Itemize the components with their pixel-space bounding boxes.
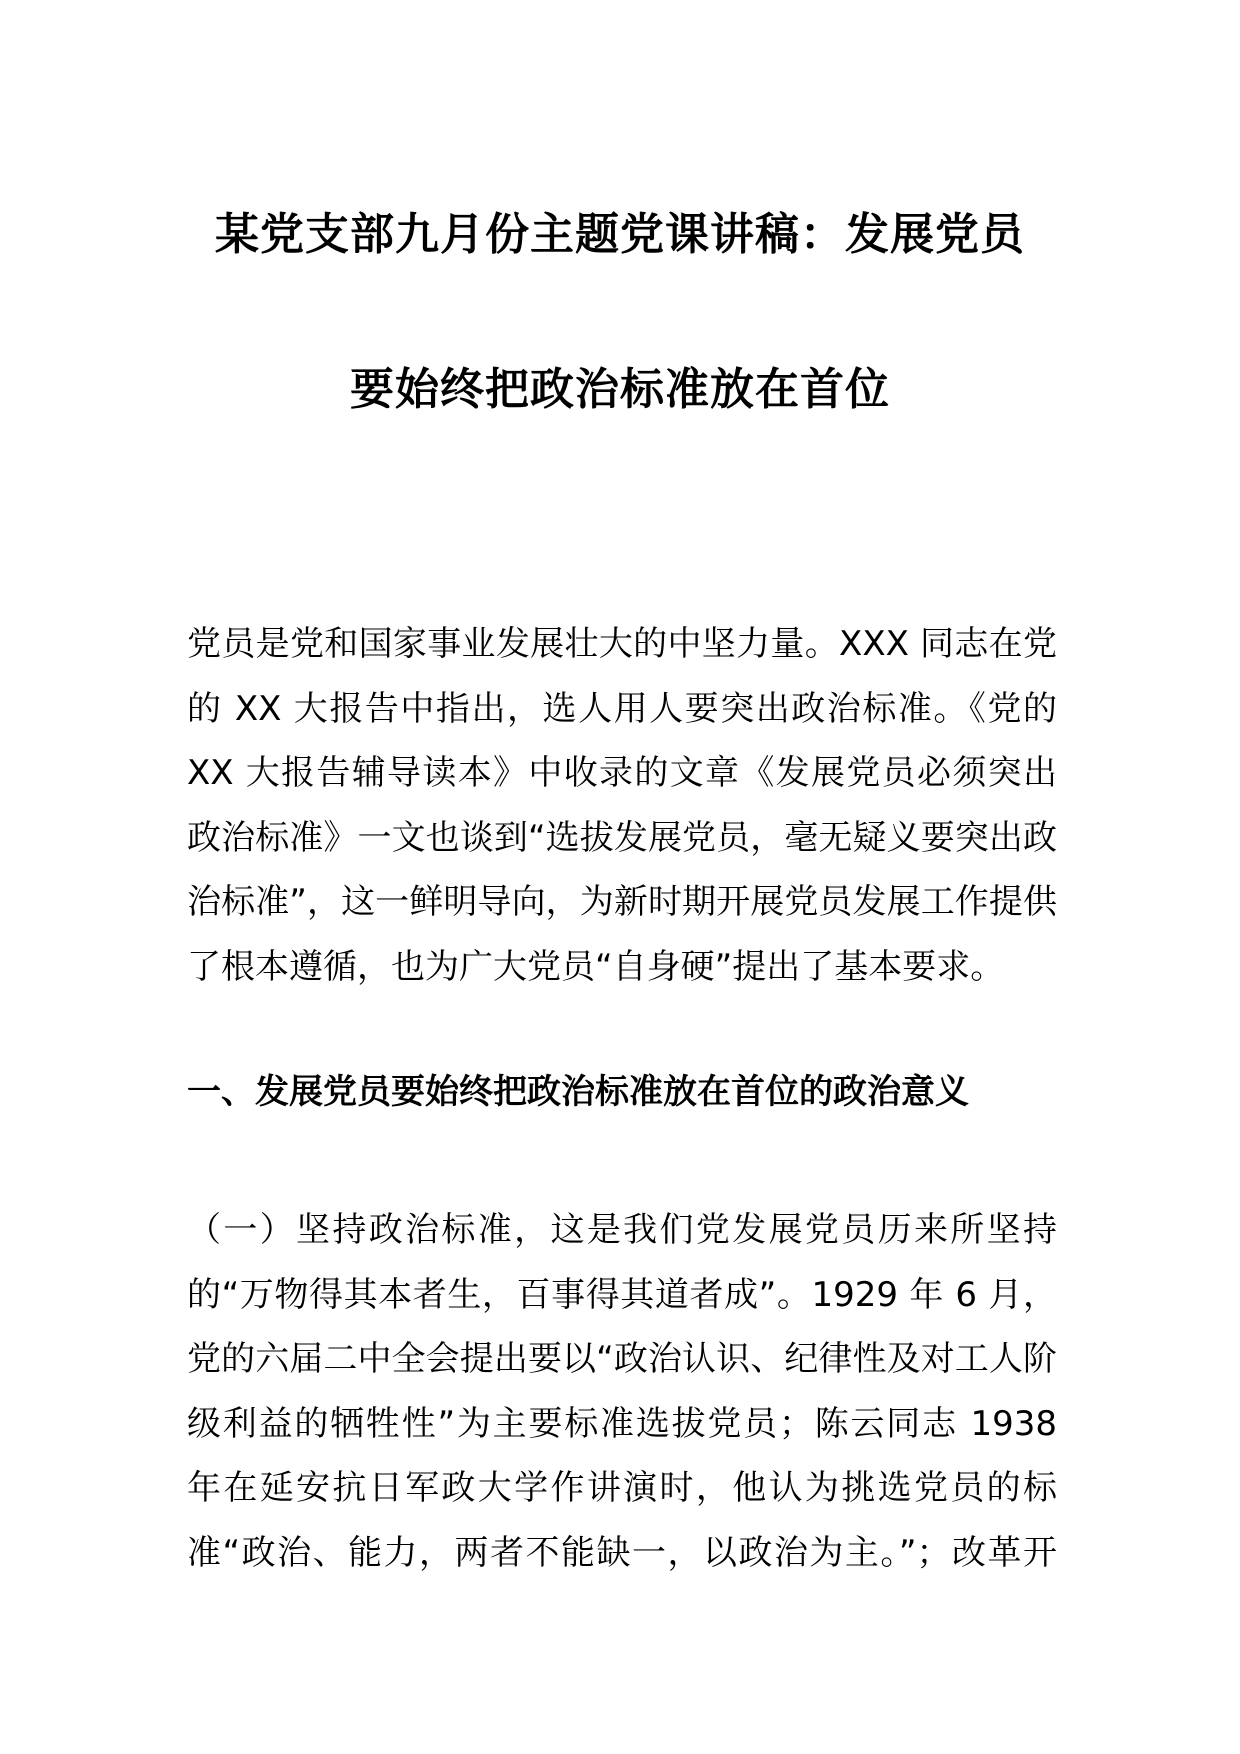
intro-paragraph: 党员是党和国家事业发展壮大的中坚力量。XXX 同志在党的 XX 大报告中指出，选人用人要突出政治标准。《党的 XX 大报告辅导读本》中收录的文章《发展党员必须突出政治标准》一文也谈到“选拔发展党员，毫无疑义要突出政治标准”，这一鲜明导向，为新时期开展党员发展工作提供了根本遵循，也为广大党员“自身硬”提出了基本要求。	[187, 624, 1057, 987]
document-title-line-2: 要始终把政治标准放在首位	[350, 364, 890, 415]
section-1-paragraph-1: （一）坚持政治标准，这是我们党发展党员历来所坚持的“万物得其本者生，百事得其道者成”。1929 年 6 月，党的六届二中全会提出要以“政治认识、纪律性及对工人阶级利益的牺牲性”为主要标准选拔党员；陈云同志 1938 年在延安抗日军政大学作讲演时，他认为挑选党员的标准“政治、能力，两者不能缺一，以政治为主。”；改革开	[187, 1210, 1057, 1573]
section-1-heading: 一、发展党员要始终把政治标准放在首位的政治意义	[187, 1072, 969, 1112]
document-title-line-1: 某党支部九月份主题党课讲稿：发展党员	[215, 209, 1025, 260]
